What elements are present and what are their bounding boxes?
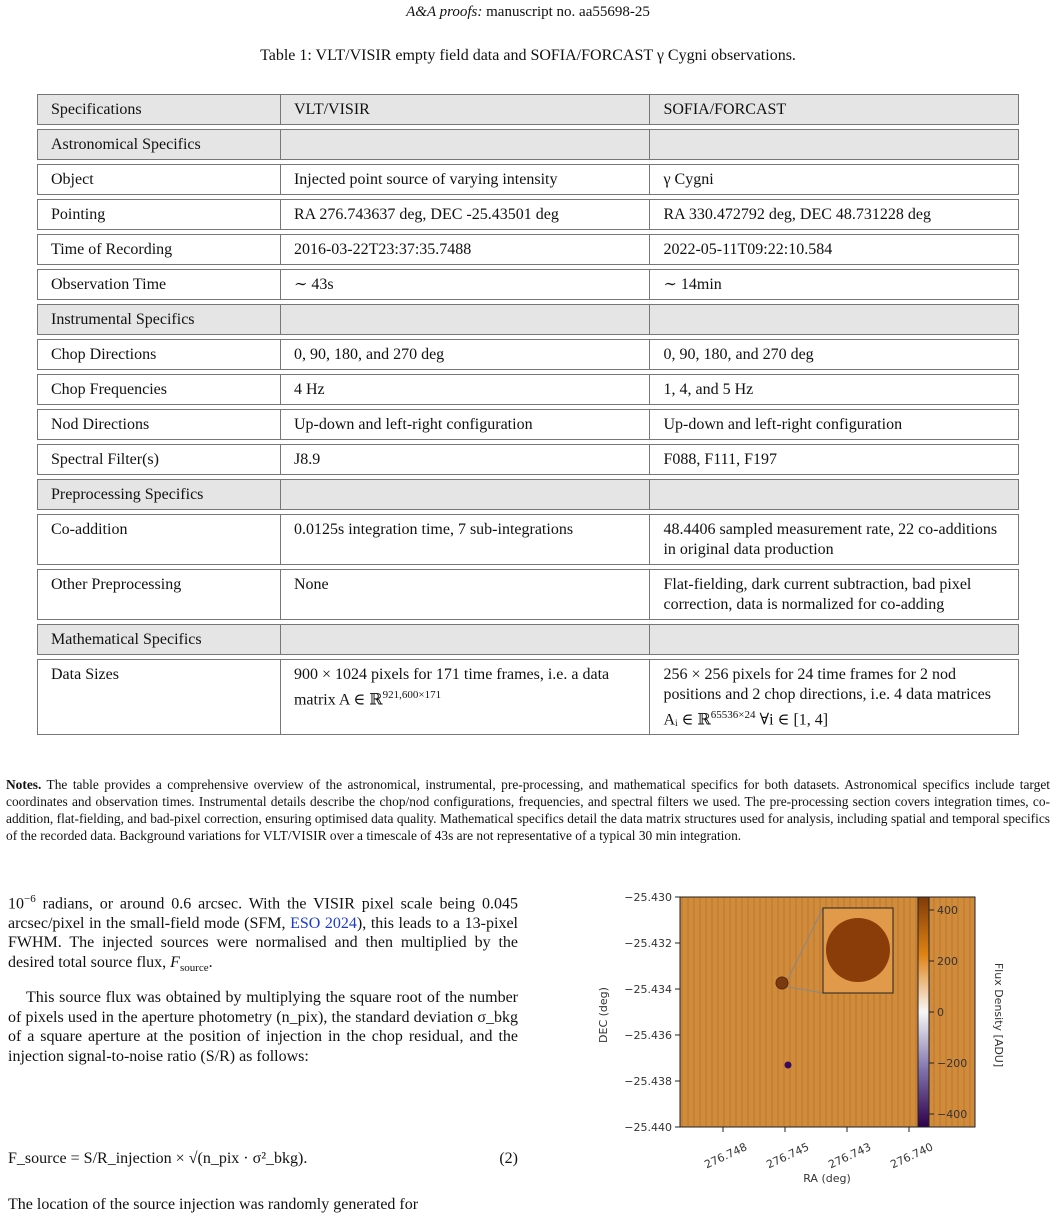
y-tick-label: −25.438 <box>624 1075 672 1088</box>
figure-flux-map <box>585 885 1050 1190</box>
y-tick-label: −25.436 <box>624 1029 672 1042</box>
text-fragment: ), this leads to a 13-pixel FWHM. The injected sources were normalised and then multiplied by the desired total source flux, <box>8 914 518 971</box>
section-row <box>37 129 1019 160</box>
table-row <box>37 514 1019 565</box>
colorbar-tick-label: −200 <box>937 1057 968 1070</box>
table-cell: 1, 4, and 5 Hz <box>649 374 1019 405</box>
citation-link[interactable]: ESO 2024 <box>290 914 357 932</box>
table-cell: Up-down and left-right configuration <box>280 409 650 440</box>
subscript: source <box>179 962 209 975</box>
running-header <box>0 4 1056 21</box>
table-cell: 2016-03-22T23:37:35.7488 <box>280 234 650 265</box>
section-cell <box>280 129 650 160</box>
y-tick-label: −25.432 <box>624 937 672 950</box>
equation-text: F_source = S/R_injection × √(n_pix · σ²_bkg). <box>8 1150 308 1167</box>
section-cell <box>280 624 650 655</box>
table-row <box>37 164 1019 195</box>
x-tick-label: 276.748 <box>702 1140 750 1172</box>
table-cell: Other Preprocessing <box>37 569 280 620</box>
table-cell: 48.4406 sampled measurement rate, 22 co-additions in original data production <box>649 514 1019 565</box>
table-cell: 2022-05-11T09:22:10.584 <box>649 234 1019 265</box>
y-axis-label: DEC (deg) <box>597 987 610 1043</box>
header-cell: SOFIA/FORCAST <box>649 94 1019 125</box>
table-row <box>37 409 1019 440</box>
table-cell: RA 276.743637 deg, DEC -25.43501 deg <box>280 199 650 230</box>
table-cell: Flat-fielding, dark current subtraction, bad pixel correction, data is normalized for co-adding <box>649 569 1019 620</box>
table-header-row <box>37 94 1019 125</box>
section-title: Instrumental Specifics <box>37 304 280 335</box>
table-cell: Spectral Filter(s) <box>37 444 280 475</box>
table-cell: 0.0125s integration time, 7 sub-integrations <box>280 514 650 565</box>
x-tick-label: 276.745 <box>764 1140 812 1172</box>
table-cell: Chop Directions <box>37 339 280 370</box>
table-cell: Data Sizes <box>37 659 280 735</box>
table-row <box>37 374 1019 405</box>
table-cell: ∼ 14min <box>649 269 1019 300</box>
superscript: −6 <box>24 893 36 905</box>
table-row <box>37 269 1019 300</box>
colorbar-tick-label: 0 <box>937 1006 944 1019</box>
table-cell: Injected point source of varying intensity <box>280 164 650 195</box>
section-title: Mathematical Specifics <box>37 624 280 655</box>
table-cell: J8.9 <box>280 444 650 475</box>
section-cell <box>649 304 1019 335</box>
table-cell: 0, 90, 180, and 270 deg <box>280 339 650 370</box>
table-cell: Object <box>37 164 280 195</box>
x-tick-label: 276.740 <box>888 1140 936 1172</box>
section-row <box>37 304 1019 335</box>
section-cell <box>649 479 1019 510</box>
equation-number: (2) <box>499 1150 518 1167</box>
section-title: Preprocessing Specifics <box>37 479 280 510</box>
manuscript-number: manuscript no. aa55698-25 <box>486 4 650 20</box>
y-tick-label: −25.430 <box>624 891 672 904</box>
paragraph-2: This source flux was obtained by multiplying the square root of the number of pixels used in the aperture photometry (n_pix), the standard deviation σ_bkg of a square aperture at the position of injection in the chop residual, and the injection signal-to-noise ratio (S/R) as follows: <box>8 989 518 1065</box>
y-tick-label: −25.434 <box>624 983 672 996</box>
text-fragment: radians, or around 0.6 arcsec. With the VISIR pixel scale being 0.045 arcsec/pixel in the small-field mode (SFM, <box>8 895 518 932</box>
colorbar-tick-label: −400 <box>937 1108 968 1121</box>
table-cell: 4 Hz <box>280 374 650 405</box>
text-fragment: . <box>208 953 213 971</box>
table-cell: Pointing <box>37 199 280 230</box>
negative-residual <box>785 1062 792 1069</box>
table-cell: γ Cygni <box>649 164 1019 195</box>
x-axis-label: RA (deg) <box>803 1172 851 1185</box>
section-title: Astronomical Specifics <box>37 129 280 160</box>
section-cell <box>280 479 650 510</box>
journal-name: A&A proofs: <box>406 4 483 20</box>
paragraph-3: The location of the source injection was randomly generated for <box>8 1196 419 1213</box>
colorbar <box>918 897 929 1127</box>
table-row <box>37 444 1019 475</box>
colorbar-tick-label: 200 <box>937 955 958 968</box>
section-cell <box>649 129 1019 160</box>
injected-source <box>776 977 788 989</box>
table-cell: Up-down and left-right configuration <box>649 409 1019 440</box>
table-cell: None <box>280 569 650 620</box>
inset-source <box>826 918 890 982</box>
table-cell: 0, 90, 180, and 270 deg <box>649 339 1019 370</box>
table-row <box>37 234 1019 265</box>
table-row <box>37 339 1019 370</box>
paragraph-1 <box>8 890 518 979</box>
table-row <box>37 569 1019 620</box>
section-cell <box>649 624 1019 655</box>
table-cell: 256 × 256 pixels for 24 time frames for 2 nod positions and 2 chop directions, i.e. 4 data matrices Aᵢ ∈ ℝ$^{65536\times 24}$ ∀i ∈ [1, 4] <box>649 659 1019 735</box>
table-cell: F088, F111, F197 <box>649 444 1019 475</box>
section-row <box>37 479 1019 510</box>
table-cell: Observation Time <box>37 269 280 300</box>
table-row <box>37 659 1019 735</box>
table-cell: ∼ 43s <box>280 269 650 300</box>
table-cell: Chop Frequencies <box>37 374 280 405</box>
specifications-table <box>37 90 1019 739</box>
text-fragment: 10 <box>8 895 24 913</box>
colorbar-label: Flux Density [ADU] <box>992 962 1005 1068</box>
table-cell: Co-addition <box>37 514 280 565</box>
section-cell <box>280 304 650 335</box>
table-notes <box>6 776 1050 844</box>
table-cell: Nod Directions <box>37 409 280 440</box>
x-tick-label: 276.743 <box>826 1140 874 1172</box>
y-axis <box>624 891 680 1134</box>
section-row <box>37 624 1019 655</box>
y-tick-label: −25.440 <box>624 1121 672 1134</box>
table-row <box>37 199 1019 230</box>
colorbar-tick-label: 400 <box>937 904 958 917</box>
notes-text: The table provides a comprehensive overview of the astronomical, instrumental, pre-processing, and mathematical specifics for both datasets. Astronomical specifics include target coordinates and observation times. Instrumental details describe the chop/nod configurations, frequencies, and spectral filters we used. The pre-processing section covers integration times, co-addition, flat-fielding, and bad-pixel correction, ensuring optimised data quality. Mathematical specifics detail the data matrix structures used for analysis, including spatial and temporal specifics of the recorded data. Background variations for VLT/VISIR over a timescale of 43s are not representative of a typical 30 min integration. <box>6 777 1050 843</box>
table-cell: Time of Recording <box>37 234 280 265</box>
equation-2 <box>8 1150 518 1176</box>
notes-label: Notes. <box>6 777 42 792</box>
table-caption: Table 1: VLT/VISIR empty field data and SOFIA/FORCAST γ Cygni observations. <box>260 47 796 64</box>
math-variable: F <box>170 953 180 971</box>
header-cell: VLT/VISIR <box>280 94 650 125</box>
table-cell: RA 330.472792 deg, DEC 48.731228 deg <box>649 199 1019 230</box>
x-axis <box>702 1127 935 1171</box>
table-cell: 900 × 1024 pixels for 171 time frames, i.e. a data matrix A ∈ ℝ$^{921,600\times 171}$ <box>280 659 650 735</box>
header-cell: Specifications <box>37 94 280 125</box>
